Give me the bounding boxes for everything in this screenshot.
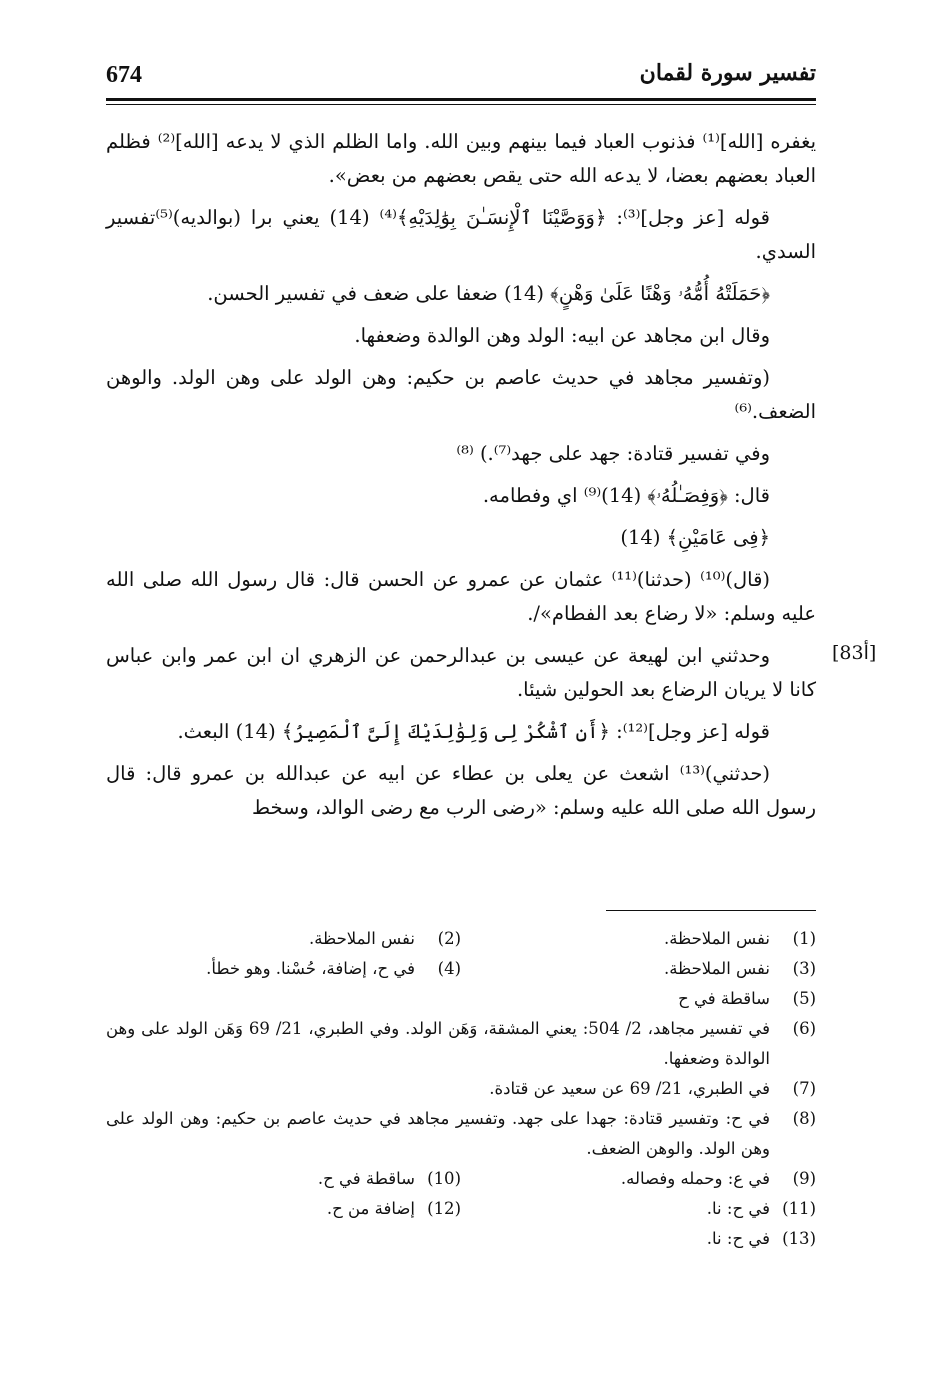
header-rule-thin bbox=[106, 104, 816, 105]
paragraph: قوله [عز وجل]⁽³⁾: ﴿وَوَصَّيْنَا ٱلْإِنسَـٰنَ بِوَٰلِدَيْهِ﴾⁽⁴⁾ (14) يعني برا (بوالديه)⁽⁵⁾تفسير السدي. bbox=[106, 206, 816, 263]
footnote-number: (9) bbox=[792, 1169, 816, 1188]
main-text bbox=[106, 125, 816, 833]
paragraph: (قال)⁽¹⁰⁾ (حدثنا)⁽¹¹⁾ عثمان عن عمرو عن الحسن قال: قال رسول الله صلى الله عليه وسلم: «لا رضاع بعد الفطام»/. bbox=[106, 568, 816, 625]
paragraph: وحدثني ابن لهيعة عن عيسى بن عبدالرحمن عن الزهري ان ابن عمر وابن عباس كانا لا يريان الرضاع بعد الحولين شيئا. bbox=[106, 644, 816, 701]
footnote-text: ساقطة في ح. bbox=[317, 1169, 415, 1188]
footnote bbox=[106, 984, 816, 1014]
footnote-number: (7) bbox=[792, 1079, 816, 1098]
paragraph: وقال ابن مجاهد عن ابيه: الولد وهن الوالدة وضعفها. bbox=[354, 324, 770, 347]
footnote-text: في ح: نا. bbox=[706, 1199, 770, 1218]
footnote-number: (2) bbox=[437, 929, 461, 948]
footnote bbox=[106, 1074, 816, 1104]
footnote-number: (13) bbox=[782, 1229, 816, 1248]
footnote-number: (3) bbox=[792, 959, 816, 978]
footnote-row bbox=[106, 1164, 816, 1194]
footnote bbox=[106, 1014, 816, 1074]
footnote bbox=[106, 1164, 461, 1194]
footnote-number: (4) bbox=[437, 959, 461, 978]
footnote-text: في تفسير مجاهد، 2/ 504: يعني المشقة، وَهَن الولد. وفي الطبري، 21/ 69 وَهَن الولد على وهن الوالدة وضعفها. bbox=[106, 1019, 771, 1068]
footnote-text: في ح: وتفسير قتادة: جهدا على جهد. وتفسير مجاهد في حديث عاصم بن حكيم: وهن الولد على وهن الولد. والوهن الضعف. bbox=[106, 1109, 770, 1158]
footnote-text: في ح: نا. bbox=[706, 1229, 770, 1248]
footnote-number: (6) bbox=[792, 1019, 816, 1038]
footnote bbox=[106, 954, 461, 984]
paragraph: ﴿فِى عَامَيْنِ﴾ (14) bbox=[620, 526, 770, 549]
paragraph: (حدثني)⁽¹³⁾ اشعث عن يعلى بن عطاء عن ابيه عن عبدالله بن عمرو قال: قال رسول الله صلى الله عليه وسلم: «رضى الرب مع رضى الوالد، وسخط bbox=[106, 762, 816, 819]
footnote-number: (10) bbox=[427, 1169, 461, 1188]
footnote-row bbox=[106, 924, 816, 954]
running-title: تفسير سورة لقمان bbox=[639, 60, 816, 86]
footnote-number: (8) bbox=[792, 1109, 816, 1128]
footnote bbox=[461, 1164, 816, 1194]
margin-folio-mark: [83أ] bbox=[832, 642, 877, 664]
header-rule-thick bbox=[106, 98, 816, 101]
footnote-row bbox=[106, 954, 816, 984]
footnote-separator bbox=[606, 910, 816, 911]
footnote-text: نفس الملاحظة. bbox=[663, 929, 770, 948]
footnote bbox=[106, 1104, 816, 1164]
paragraph: يغفره [الله]⁽¹⁾ فذنوب العباد فيما بينهم وبين الله. واما الظلم الذي لا يدعه [الله]⁽²⁾ فظلم العباد بعضهم بعضا، لا يدعه الله حتى يقص بعضهم من بعض». bbox=[106, 130, 816, 187]
footnote-text: ساقطة في ح bbox=[678, 989, 770, 1008]
footnote-text: في ع: وحمله وفصاله. bbox=[620, 1169, 770, 1188]
paragraph: وفي تفسير قتادة: جهد على جهد⁽⁷⁾.) ⁽⁸⁾ bbox=[456, 442, 770, 465]
footnote-row bbox=[106, 1194, 816, 1224]
paragraph: ﴿حَمَلَتْهُ أُمُّهُۥ وَهْنًا عَلَىٰ وَهْنٍ﴾ (14) ضعفا على ضعف في تفسير الحسن. bbox=[207, 282, 770, 305]
footnotes bbox=[106, 924, 816, 1254]
page-number: 674 bbox=[106, 62, 142, 88]
footnote-text: نفس الملاحظة. bbox=[663, 959, 770, 978]
page-header bbox=[106, 56, 816, 96]
footnote-text: نفس الملاحظة. bbox=[308, 929, 415, 948]
footnote-number: (12) bbox=[427, 1199, 461, 1218]
footnote bbox=[461, 924, 816, 954]
paragraph: (وتفسير مجاهد في حديث عاصم بن حكيم: وهن الولد على وهن الولد. والوهن الضعف.⁽⁶⁾ bbox=[106, 366, 816, 423]
footnote-text: في ح، إضافة، حُسْنا. وهو خطأ. bbox=[206, 959, 415, 978]
footnote bbox=[461, 954, 816, 984]
footnote-text: إضافة من ح. bbox=[326, 1199, 415, 1218]
footnote-number: (1) bbox=[792, 929, 816, 948]
footnote-text: في الطبري، 21/ 69 عن سعيد عن قتادة. bbox=[489, 1079, 770, 1098]
paragraph: قوله [عز وجل]⁽¹²⁾: ﴿أَنِ ٱشْكُرْ لِى وَلِوَٰلِدَيْكَ إِلَىَّ ٱلْمَصِيرُ﴾ (14) البعث. bbox=[177, 720, 770, 743]
footnote bbox=[461, 1194, 816, 1224]
footnote bbox=[106, 1224, 816, 1254]
footnote-number: (5) bbox=[792, 989, 816, 1008]
paragraph: قال: ﴿وَفِصَـٰلُهُۥ﴾ (14)⁽⁹⁾ اي وفطامه. bbox=[482, 484, 770, 507]
footnote-number: (11) bbox=[782, 1199, 816, 1218]
footnote bbox=[106, 924, 461, 954]
footnote bbox=[106, 1194, 461, 1224]
